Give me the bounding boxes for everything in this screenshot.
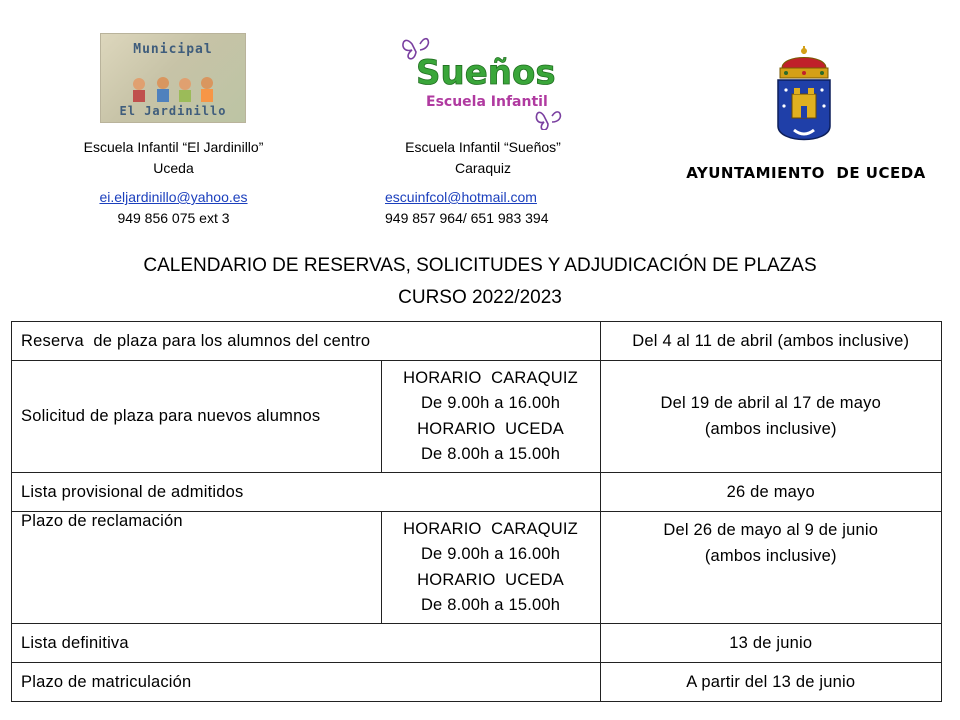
table-cell-schedule bbox=[381, 361, 600, 473]
suenos-logo bbox=[398, 30, 568, 130]
school-town: Uceda bbox=[153, 160, 194, 176]
schedule-heading: HORARIO CARAQUIZ bbox=[403, 368, 578, 387]
table-cell-label: Lista provisional de admitidos bbox=[12, 473, 601, 512]
school-suenos-contact bbox=[385, 187, 549, 229]
table-row bbox=[12, 624, 942, 663]
phone-number: 949 857 964/ 651 983 394 bbox=[385, 210, 549, 226]
table-cell-label: Plazo de reclamación bbox=[12, 512, 382, 624]
schedule-hours: De 9.00h a 16.00h bbox=[420, 545, 561, 563]
jardinillo-logo-text-top: Municipal bbox=[133, 42, 213, 57]
butterfly-icon bbox=[536, 112, 560, 130]
table-cell-label: Solicitud de plaza para nuevos alumnos bbox=[12, 361, 382, 473]
coat-of-arms-icon bbox=[772, 46, 836, 156]
table-cell-schedule bbox=[381, 512, 600, 624]
document-title: CALENDARIO DE RESERVAS, SOLICITUDES Y ADJUDICACIÓN DE PLAZAS bbox=[143, 255, 817, 276]
school-jardinillo-info bbox=[56, 137, 291, 179]
table-row bbox=[12, 512, 942, 624]
date-range: Del 26 de mayo al 9 de junio bbox=[663, 521, 879, 539]
table-row bbox=[12, 663, 942, 702]
suenos-logo-sub: Escuela Infantil bbox=[426, 94, 548, 110]
table-cell-date bbox=[600, 512, 941, 624]
table-cell-date: 26 de mayo bbox=[600, 473, 941, 512]
table-cell-label: Plazo de matriculación bbox=[12, 663, 601, 702]
table-cell-label: Lista definitiva bbox=[12, 624, 601, 663]
suenos-logo-brand: Sueños bbox=[416, 53, 556, 93]
jardinillo-logo-text-bottom: El Jardinillo bbox=[119, 104, 227, 118]
date-note: (ambos inclusive) bbox=[704, 419, 837, 438]
date-note: (ambos inclusive) bbox=[704, 546, 837, 565]
phone-number: 949 856 075 ext 3 bbox=[117, 210, 230, 226]
table-cell-label: Reserva de plaza para los alumnos del centro bbox=[12, 322, 601, 361]
table-cell-date: Del 4 al 11 de abril (ambos inclusive) bbox=[600, 322, 941, 361]
schedule-heading: HORARIO UCEDA bbox=[417, 419, 564, 438]
table-row bbox=[12, 322, 942, 361]
table-row bbox=[12, 361, 942, 473]
schedule-hours: De 8.00h a 15.00h bbox=[420, 596, 561, 614]
email-link[interactable]: escuinfcol@hotmail.com bbox=[385, 189, 537, 205]
jardinillo-logo bbox=[100, 33, 246, 123]
children-drawing-icon bbox=[125, 74, 221, 104]
table-cell-date: A partir del 13 de junio bbox=[600, 663, 941, 702]
date-range: Del 19 de abril al 17 de mayo bbox=[660, 394, 881, 412]
document-subtitle: CURSO 2022/2023 bbox=[398, 287, 562, 308]
ayuntamiento-label: AYUNTAMIENTO DE UCEDA bbox=[686, 164, 926, 182]
schedule-hours: De 8.00h a 15.00h bbox=[420, 445, 561, 463]
school-name: Escuela Infantil “Sueños” bbox=[405, 139, 561, 155]
calendar-table bbox=[11, 321, 942, 702]
school-town: Caraquiz bbox=[454, 160, 512, 176]
table-cell-date bbox=[600, 361, 941, 473]
schedule-heading: HORARIO CARAQUIZ bbox=[403, 519, 578, 538]
table-row bbox=[12, 473, 942, 512]
school-jardinillo-contact bbox=[56, 187, 291, 229]
school-name: Escuela Infantil “El Jardinillo” bbox=[83, 139, 264, 155]
email-link[interactable]: ei.eljardinillo@yahoo.es bbox=[99, 189, 248, 205]
table-cell-date: 13 de junio bbox=[600, 624, 941, 663]
school-suenos-info bbox=[368, 137, 598, 179]
schedule-hours: De 9.00h a 16.00h bbox=[420, 394, 561, 412]
schedule-heading: HORARIO UCEDA bbox=[417, 570, 564, 589]
